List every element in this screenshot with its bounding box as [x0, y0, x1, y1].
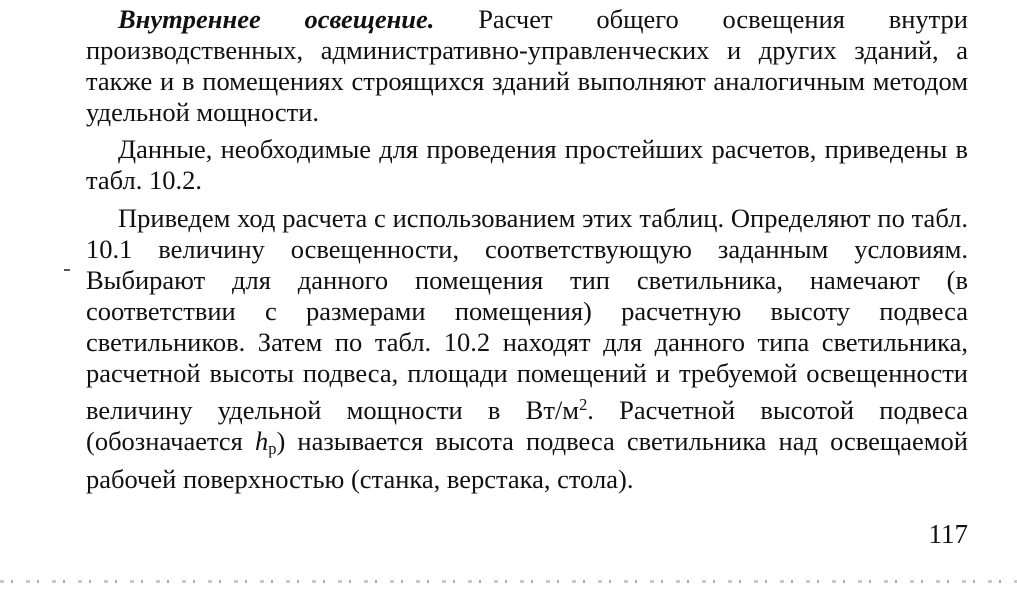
paragraph-text: Расчет общего освещения внутри производственных, административно-управленческих и других зданий, а также и в помещениях строящихся зданий выполняют аналогичным методом удельной мощности. [86, 4, 968, 128]
page-number: 117 [928, 519, 968, 549]
height-symbol-subscript: p [268, 439, 277, 459]
unit-superscript: 2 [579, 395, 588, 415]
paragraph-interior-lighting [86, 4, 968, 128]
section-lead-term: Внутреннее освещение. [118, 4, 435, 34]
paragraph-text: Данные, необходимые для проведения простейших расчетов, приведены в табл. 10.2. [86, 134, 968, 196]
paragraph-text: Приведем ход расчета с использованием этих таблиц. Определяют по табл. 10.1 величину освещенности, соответствующую заданным условиям. Выбирают для данного помещения тип светильника, намечают (в соответствии с размерами помещения) расчетную высоту подвеса светильников. Затем по табл. 10.2 находят для данного типа светильника, расчетной высоты подвеса, площади помещений и требуемой освещенности величину удельной мощности в Вт/м [86, 202, 968, 426]
paragraph-calculation-procedure [86, 203, 968, 496]
page-body [86, 4, 968, 496]
height-symbol: h [254, 426, 269, 457]
paragraph-text: . Расчетной высотой подвеса (обозначается [86, 395, 969, 457]
scan-noise-line [0, 580, 1017, 583]
paragraph-text: ) называется высота подвеса светильника над освещаемой рабочей поверхностью (станка, верстака, стола). [86, 426, 968, 495]
scan-mark [64, 269, 70, 271]
paragraph-data-reference [86, 134, 968, 196]
